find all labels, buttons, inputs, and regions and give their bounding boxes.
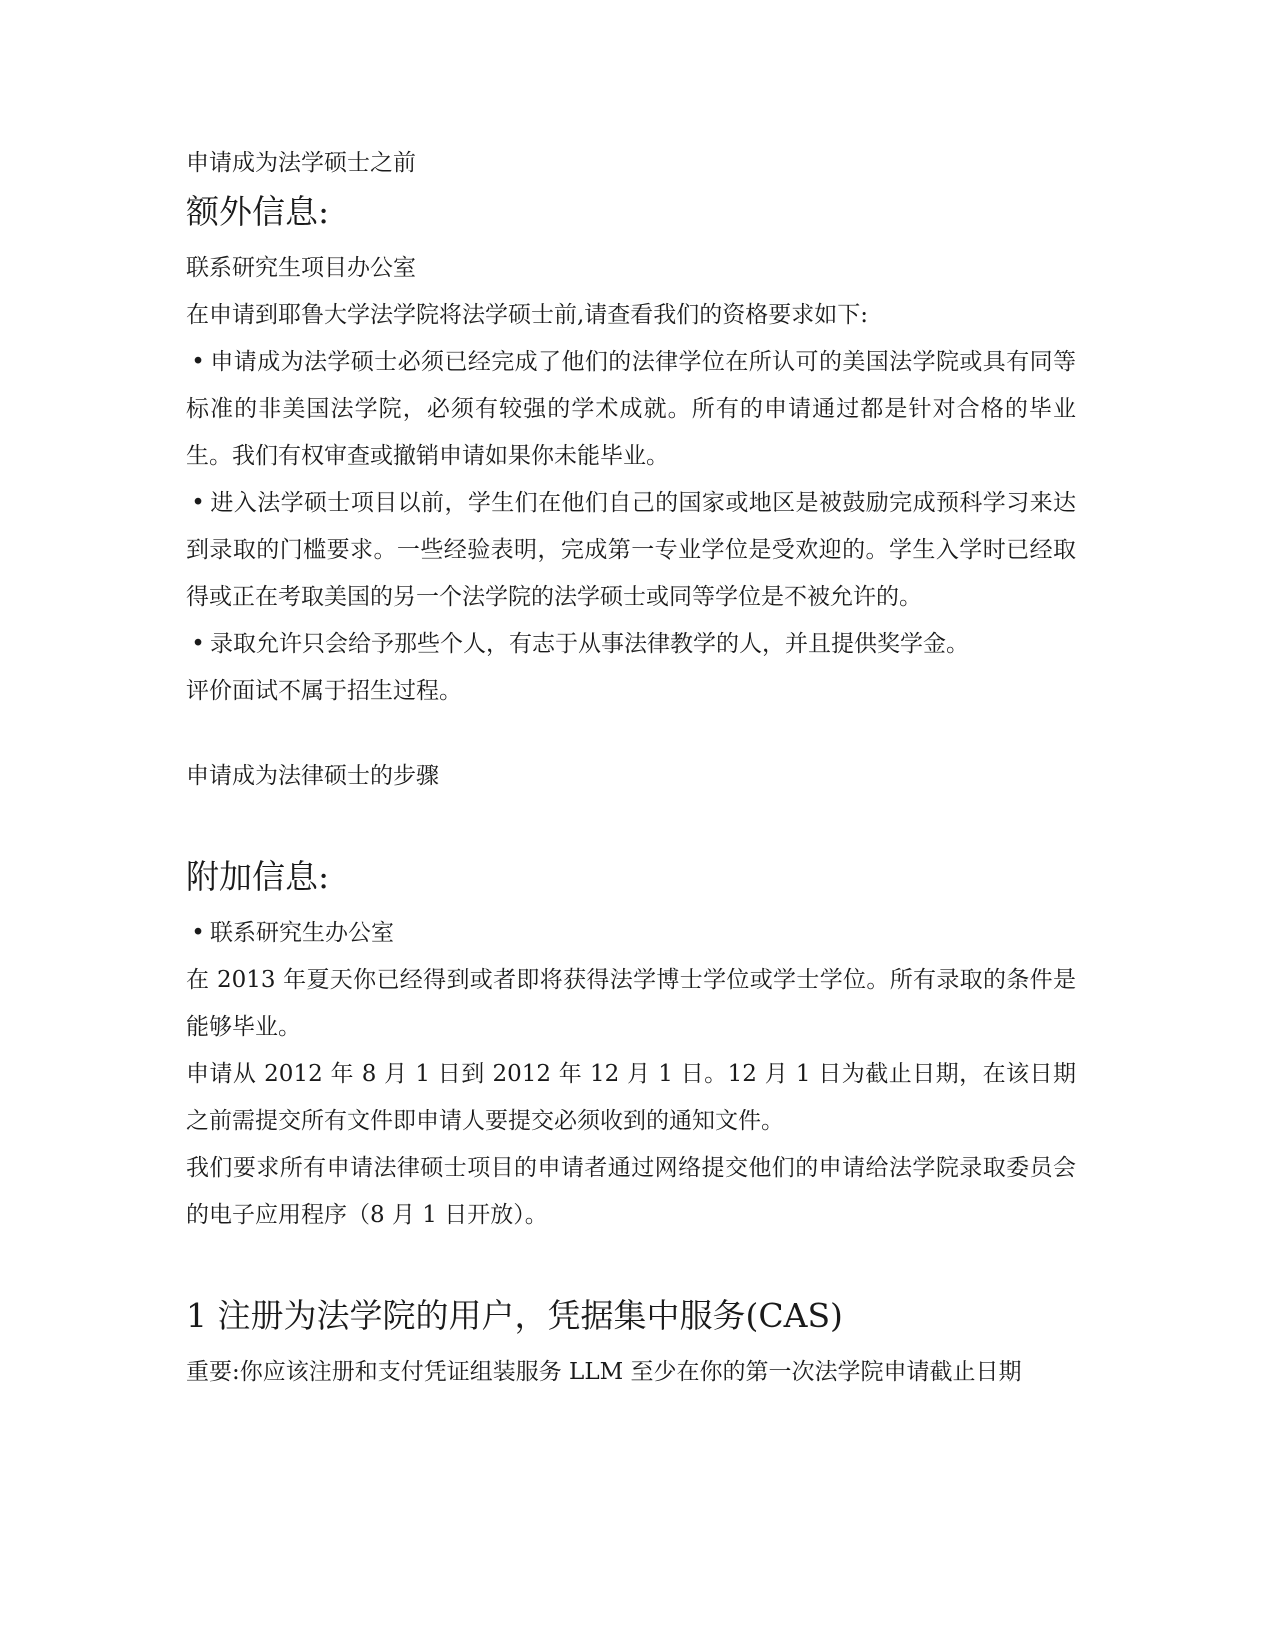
bullet-icon: •	[191, 631, 205, 657]
bullet-item-contact	[186, 910, 1076, 957]
bullet-item-1	[186, 339, 1076, 480]
section1-contact: 联系研究生项目办公室	[186, 255, 416, 281]
section2-subtitle: 申请成为法律硕士的步骤	[186, 763, 439, 789]
bullet-text: 录取允许只会给予那些个人，有志于从事法律教学的人，并且提供奖学金。	[210, 631, 969, 657]
bullet-text: 联系研究生办公室	[210, 920, 394, 946]
bullet-text: 申请成为法学硕士必须已经完成了他们的法律学位在所认可的美国法学院或具有同等标准的非美国法学院，必须有较强的学术成就。所有的申请通过都是针对合格的毕业生。我们有权审查或撤销申请如果你未能毕业。	[186, 349, 1076, 469]
section2-para2: 申请从 2012 年 8 月 1 日到 2012 年 12 月 1 日。12 月 1 日为截止日期，在该日期之前需提交所有文件即申请人要提交必须收到的通知文件。	[186, 1061, 1076, 1134]
bullet-item-2	[186, 480, 1076, 621]
section2-heading: 附加信息:	[186, 857, 330, 896]
section2-para1: 在 2013 年夏天你已经得到或者即将获得法学博士学位或学士学位。所有录取的条件是能够毕业。	[186, 967, 1076, 1040]
bullet-item-3	[186, 621, 1076, 668]
document-body	[186, 140, 1076, 1396]
section1-subtitle: 申请成为法学硕士之前	[186, 150, 416, 176]
section1-heading: 额外信息:	[186, 192, 330, 231]
section2-para3: 我们要求所有申请法律硕士项目的申请者通过网络提交他们的申请给法学院录取委员会的电子应用程序（8 月 1 日开放）。	[186, 1155, 1076, 1228]
bullet-icon: •	[191, 920, 205, 946]
bullet-icon: •	[191, 349, 205, 375]
section3-heading: 1 注册为法学院的用户，凭据集中服务(CAS)	[186, 1296, 843, 1335]
section1-note: 评价面试不属于招生过程。	[186, 678, 462, 704]
section3-para: 重要:你应该注册和支付凭证组装服务 LLM 至少在你的第一次法学院申请截止日期	[186, 1359, 1022, 1385]
section1-intro: 在申请到耶鲁大学法学院将法学硕士前,请查看我们的资格要求如下:	[186, 302, 869, 328]
bullet-text: 进入法学硕士项目以前，学生们在他们自己的国家或地区是被鼓励完成预科学习来达到录取的门槛要求。一些经验表明，完成第一专业学位是受欢迎的。学生入学时已经取得或正在考取美国的另一个法学院的法学硕士或同等学位是不被允许的。	[186, 490, 1076, 610]
bullet-icon: •	[191, 490, 205, 516]
